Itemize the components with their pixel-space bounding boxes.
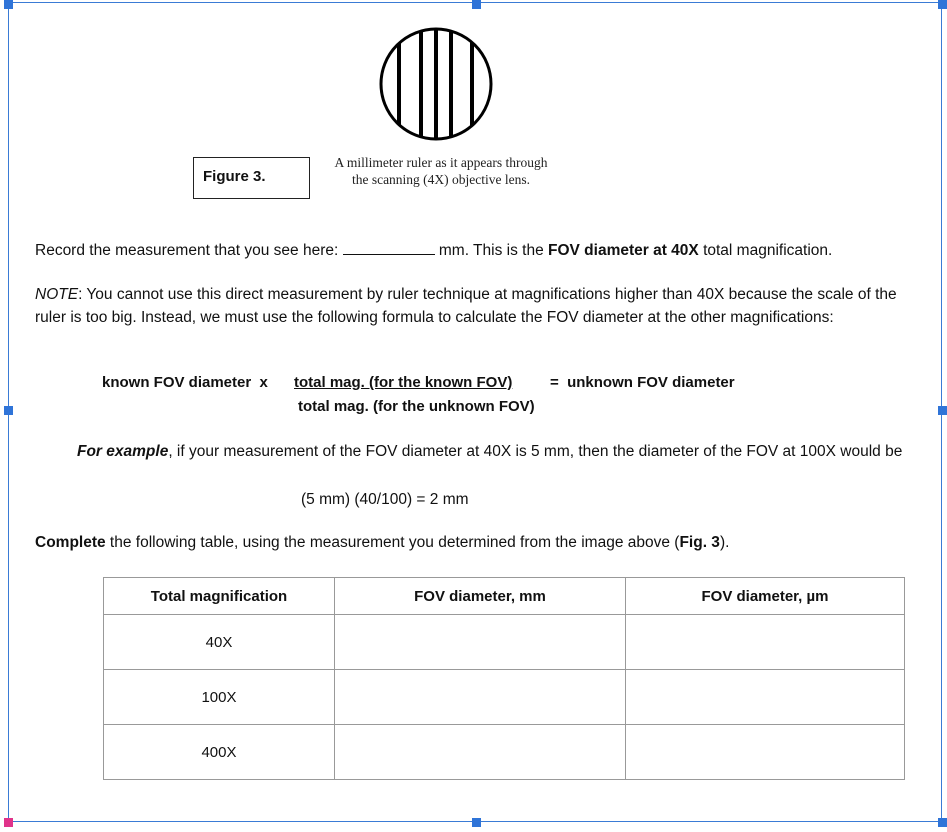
formula-equals: = unknown FOV diameter [550, 374, 735, 391]
resize-handle-bottom-left[interactable] [4, 818, 13, 827]
record-paragraph [35, 239, 915, 262]
table-row [104, 615, 905, 670]
figure-caption [318, 154, 564, 188]
record-mid: mm. This is the [434, 242, 548, 259]
formula-denominator: total mag. (for the unknown FOV) [298, 398, 535, 415]
figure-label-box [193, 157, 310, 199]
fov-mm-cell[interactable] [335, 670, 626, 725]
fov-um-cell[interactable] [626, 670, 905, 725]
table-row [104, 670, 905, 725]
answer-blank[interactable] [343, 240, 435, 255]
resize-handle-top-left[interactable] [4, 0, 13, 9]
fov-mm-cell[interactable] [335, 725, 626, 780]
record-suffix: total magnification. [698, 242, 833, 259]
caption-line-1: A millimeter ruler as it appears through [334, 155, 548, 170]
figure-label: Figure 3. [203, 168, 266, 185]
formula-numerator: total mag. (for the known FOV) [294, 374, 513, 391]
record-bold: FOV diameter at 40X [548, 242, 699, 259]
fov-table [103, 577, 905, 780]
magnification-cell: 400X [104, 725, 335, 780]
figure-ref: Fig. 3 [679, 534, 720, 551]
complete-end: ). [719, 534, 730, 551]
note-paragraph [35, 283, 913, 329]
example-label: For example [77, 443, 169, 460]
resize-handle-left[interactable] [4, 406, 13, 415]
note-label: NOTE [35, 286, 79, 303]
fov-um-cell[interactable] [626, 615, 905, 670]
note-text: : You cannot use this direct measurement by ruler technique at magnifications higher than 40X because the scale of the ruler is too big. Instead, we must use the following formula to calculate the FOV diameter at the other magnifications: [35, 286, 897, 326]
complete-paragraph [35, 531, 915, 554]
magnification-cell: 100X [104, 670, 335, 725]
example-calc: (5 mm) (40/100) = 2 mm [301, 491, 469, 508]
resize-handle-bottom[interactable] [472, 818, 481, 827]
caption-line-2: the scanning (4X) objective lens. [351, 172, 531, 187]
record-prefix: Record the measurement that you see here: [35, 242, 343, 259]
resize-handle-top[interactable] [472, 0, 481, 9]
table-row [104, 725, 905, 780]
header-fov-mm: FOV diameter, mm [335, 578, 626, 615]
example-paragraph [77, 440, 915, 463]
table-header-row [104, 578, 905, 615]
complete-text: the following table, using the measurement you determined from the image above ( [105, 534, 680, 551]
ruler-lens-image [378, 26, 494, 142]
fov-um-cell[interactable] [626, 725, 905, 780]
fov-mm-cell[interactable] [335, 615, 626, 670]
resize-handle-bottom-right[interactable] [938, 818, 947, 827]
header-total-magnification: Total magnification [104, 578, 335, 615]
formula-left: known FOV diameter x [102, 374, 268, 391]
resize-handle-top-right[interactable] [938, 0, 947, 9]
example-text: , if your measurement of the FOV diameter at 40X is 5 mm, then the diameter of the FOV at 100X would be [168, 443, 903, 460]
magnification-cell: 40X [104, 615, 335, 670]
complete-bold: Complete [35, 534, 106, 551]
resize-handle-right[interactable] [938, 406, 947, 415]
header-fov-um: FOV diameter, µm [626, 578, 905, 615]
